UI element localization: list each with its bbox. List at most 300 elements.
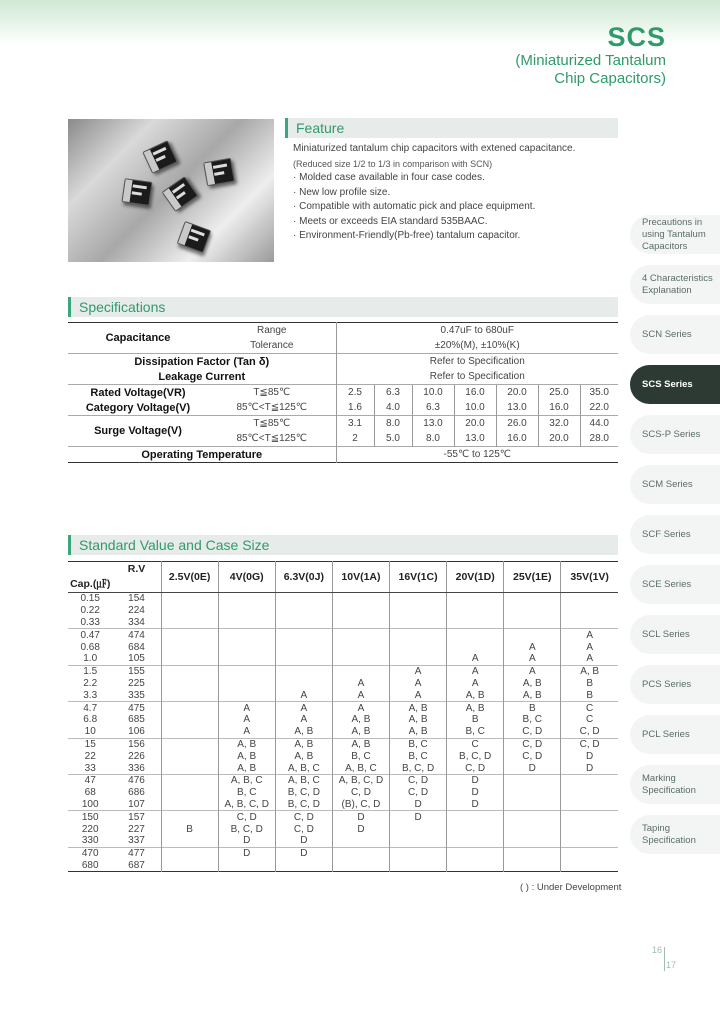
case-size-cell: C, D bbox=[275, 811, 332, 823]
case-size-cell: B bbox=[161, 823, 218, 835]
case-size-cell bbox=[332, 835, 389, 847]
case-size-cell bbox=[218, 665, 275, 677]
case-size-cell: B, C bbox=[390, 750, 447, 762]
case-size-cell bbox=[218, 860, 275, 872]
capacitance-cell: 220 bbox=[81, 823, 99, 835]
table-row bbox=[68, 617, 618, 629]
chip-image bbox=[203, 158, 235, 186]
capacitance-cell: 0.15 bbox=[80, 593, 100, 605]
case-size-cell: C, D bbox=[390, 774, 447, 786]
case-size-cell bbox=[504, 629, 561, 641]
case-size-cell bbox=[561, 593, 618, 605]
surge-value: 20.0 bbox=[538, 431, 580, 447]
operating-temperature-label: Operating Temperature bbox=[68, 447, 336, 463]
category-value: 16.0 bbox=[538, 400, 580, 416]
rv-code-cell: 337 bbox=[128, 835, 145, 847]
standard-value-rows bbox=[68, 593, 618, 872]
case-size-cell: A bbox=[390, 689, 447, 701]
rated-value: 20.0 bbox=[496, 385, 538, 401]
feature-intro: Miniaturized tantalum chip capacitors with extened capacitance. bbox=[293, 143, 576, 154]
case-size-cell bbox=[275, 641, 332, 653]
case-size-cell bbox=[504, 847, 561, 859]
capacitance-cell: 6.8 bbox=[83, 714, 98, 726]
feature-bullet: · Compatible with automatic pick and place equipment. bbox=[293, 201, 536, 212]
case-size-cell: A, B, C, D bbox=[218, 799, 275, 811]
series-sidebar bbox=[630, 215, 720, 865]
case-size-cell: D bbox=[447, 799, 504, 811]
standard-value-heading: Standard Value and Case Size bbox=[68, 535, 618, 555]
table-row bbox=[68, 678, 618, 690]
case-size-cell bbox=[332, 847, 389, 859]
case-size-cell: A bbox=[447, 678, 504, 690]
case-size-cell bbox=[161, 835, 218, 847]
voltage-header: 6.3V(0J) bbox=[275, 562, 332, 593]
case-size-cell bbox=[561, 774, 618, 786]
case-size-cell: B bbox=[447, 714, 504, 726]
leakage-value: Refer to Specification bbox=[336, 369, 618, 385]
case-size-cell bbox=[447, 811, 504, 823]
case-size-cell bbox=[161, 665, 218, 677]
table-row bbox=[68, 823, 618, 835]
rv-code-cell: 335 bbox=[128, 689, 145, 701]
rv-code-cell: 336 bbox=[128, 762, 145, 774]
case-size-cell: B, C bbox=[447, 726, 504, 738]
case-size-cell bbox=[218, 653, 275, 665]
case-size-cell: B, C bbox=[218, 787, 275, 799]
feature-bullet: · New low profile size. bbox=[293, 186, 391, 198]
sidebar-tab-pcs-series[interactable] bbox=[630, 665, 720, 704]
case-size-cell bbox=[218, 689, 275, 701]
case-size-cell: A, B, C bbox=[332, 762, 389, 774]
case-size-cell: A, B bbox=[275, 738, 332, 750]
case-size-cell bbox=[447, 860, 504, 872]
case-size-cell bbox=[275, 593, 332, 605]
case-size-cell bbox=[218, 678, 275, 690]
case-size-cell: A bbox=[447, 653, 504, 665]
case-size-cell: A, B bbox=[275, 726, 332, 738]
sidebar-tab-label: SCS-P Series bbox=[642, 428, 701, 440]
case-size-cell bbox=[504, 617, 561, 629]
case-size-cell: C bbox=[561, 714, 618, 726]
sidebar-tab-scl-series[interactable] bbox=[630, 615, 720, 654]
feature-heading: Feature bbox=[285, 118, 618, 138]
case-size-cell: B bbox=[561, 678, 618, 690]
surge-value: 44.0 bbox=[580, 416, 618, 432]
case-size-cell bbox=[332, 860, 389, 872]
case-size-cell bbox=[161, 750, 218, 762]
feature-bullet: · Molded case available in four case codes. bbox=[293, 172, 485, 183]
surge-value: 32.0 bbox=[538, 416, 580, 432]
case-size-cell bbox=[390, 593, 447, 605]
case-size-cell bbox=[561, 605, 618, 617]
case-size-cell bbox=[504, 823, 561, 835]
capacitance-cell: 680 bbox=[81, 859, 99, 871]
category-value: 4.0 bbox=[374, 400, 412, 416]
capacitance-cell: 150 bbox=[68, 811, 112, 823]
case-size-cell bbox=[218, 593, 275, 605]
category-value: 6.3 bbox=[412, 400, 454, 416]
case-size-cell: A, B bbox=[390, 726, 447, 738]
chip-image bbox=[162, 176, 199, 212]
rated-value: 6.3 bbox=[374, 385, 412, 401]
rv-code-cell: 684 bbox=[128, 641, 145, 653]
case-size-cell bbox=[504, 774, 561, 786]
case-size-cell: C, D bbox=[447, 762, 504, 774]
case-size-cell bbox=[161, 811, 218, 823]
voltage-header: 16V(1C) bbox=[390, 562, 447, 593]
case-size-cell bbox=[218, 641, 275, 653]
dissipation-value: Refer to Specification bbox=[336, 354, 618, 370]
table-row bbox=[68, 835, 618, 847]
capacitance-cell: 1.5 bbox=[68, 665, 112, 677]
rv-code-cell: 685 bbox=[128, 714, 145, 726]
capacitance-cell: 33 bbox=[84, 762, 96, 774]
case-size-cell bbox=[161, 641, 218, 653]
case-size-cell: C, D bbox=[504, 750, 561, 762]
series-subtitle-line2: Chip Capacitors) bbox=[554, 70, 666, 87]
case-size-cell: A bbox=[332, 678, 389, 690]
table-row bbox=[68, 629, 618, 641]
case-size-cell: C, D bbox=[390, 787, 447, 799]
capacitance-cell: 1.0 bbox=[83, 653, 98, 665]
case-size-cell: D bbox=[504, 762, 561, 774]
case-size-cell: B, C, D bbox=[390, 762, 447, 774]
case-size-cell: A bbox=[561, 653, 618, 665]
case-size-cell bbox=[561, 823, 618, 835]
case-size-cell: C, D bbox=[504, 738, 561, 750]
surge-voltage-label: Surge Voltage(V) bbox=[68, 416, 208, 447]
case-size-cell: D bbox=[275, 847, 332, 859]
sidebar-tab-label: 4 Characteristics Explanation bbox=[642, 272, 713, 296]
case-size-cell bbox=[332, 653, 389, 665]
case-size-cell bbox=[447, 605, 504, 617]
case-size-cell bbox=[161, 605, 218, 617]
case-size-cell bbox=[161, 787, 218, 799]
case-size-cell bbox=[161, 678, 218, 690]
case-size-cell bbox=[275, 665, 332, 677]
feature-bullet: · Meets or exceeds EIA standard 535BAAC. bbox=[293, 215, 488, 227]
case-size-cell bbox=[218, 605, 275, 617]
case-size-cell: A bbox=[218, 702, 275, 714]
category-condition: 85℃<T≦125℃ bbox=[236, 402, 308, 413]
capacitance-cell: 470 bbox=[68, 847, 112, 859]
case-size-cell: C, D bbox=[218, 811, 275, 823]
case-size-cell: A, B, C, D bbox=[332, 774, 389, 786]
case-size-cell: D bbox=[447, 774, 504, 786]
case-size-cell bbox=[504, 605, 561, 617]
chip-image bbox=[177, 221, 212, 253]
surge-value: 13.0 bbox=[454, 431, 496, 447]
sidebar-tab-marking-specification[interactable] bbox=[630, 765, 720, 804]
feature-body bbox=[293, 142, 575, 244]
case-size-cell bbox=[161, 702, 218, 714]
rv-code-cell: 157 bbox=[112, 811, 161, 823]
rated-value: 16.0 bbox=[454, 385, 496, 401]
table-row bbox=[68, 811, 618, 823]
case-size-cell bbox=[332, 629, 389, 641]
brand-title bbox=[515, 24, 666, 87]
case-size-cell bbox=[275, 629, 332, 641]
case-size-cell: D bbox=[332, 823, 389, 835]
case-size-cell: C, D bbox=[504, 726, 561, 738]
case-size-cell: A, B, C bbox=[275, 762, 332, 774]
case-size-cell bbox=[447, 823, 504, 835]
table-row bbox=[68, 593, 618, 605]
rated-value: 25.0 bbox=[538, 385, 580, 401]
surge-value: 26.0 bbox=[496, 416, 538, 432]
case-size-cell bbox=[161, 653, 218, 665]
operating-temperature-value: -55℃ to 125℃ bbox=[336, 447, 618, 463]
sidebar-tab-label: SCE Series bbox=[642, 578, 692, 590]
case-size-cell bbox=[275, 653, 332, 665]
case-size-cell: A, B bbox=[390, 714, 447, 726]
sidebar-tab-scn-series[interactable] bbox=[630, 315, 720, 354]
rated-value: 35.0 bbox=[580, 385, 618, 401]
tolerance-value: ±20%(M), ±10%(K) bbox=[336, 338, 618, 354]
case-size-cell: D bbox=[332, 811, 389, 823]
case-size-cell bbox=[447, 617, 504, 629]
case-size-cell bbox=[390, 605, 447, 617]
rv-code-cell: 474 bbox=[112, 629, 161, 641]
case-size-cell: A bbox=[390, 665, 447, 677]
surge-condition: T≦85℃ bbox=[208, 416, 336, 432]
sidebar-tab-label: PCL Series bbox=[642, 728, 690, 740]
case-size-cell bbox=[561, 617, 618, 629]
surge-value: 3.1 bbox=[336, 416, 374, 432]
case-size-cell: C, D bbox=[561, 738, 618, 750]
capacitance-cell: 47 bbox=[68, 774, 112, 786]
surge-value: 16.0 bbox=[496, 431, 538, 447]
case-size-cell: B, C, D bbox=[447, 750, 504, 762]
table-row bbox=[68, 726, 618, 738]
table-row bbox=[68, 738, 618, 750]
case-size-cell: A bbox=[504, 653, 561, 665]
dissipation-label: Dissipation Factor (Tan δ) bbox=[68, 354, 336, 370]
case-size-cell bbox=[561, 847, 618, 859]
rv-code-cell: 226 bbox=[128, 750, 145, 762]
sidebar-tab-label: Precautions in using Tantalum Capacitors bbox=[642, 216, 706, 252]
surge-value: 5.0 bbox=[374, 431, 412, 447]
case-size-cell bbox=[561, 787, 618, 799]
sidebar-tab-scf-series[interactable] bbox=[630, 515, 720, 554]
case-size-cell: D bbox=[390, 811, 447, 823]
surge-value: 8.0 bbox=[412, 431, 454, 447]
series-code: SCS bbox=[607, 22, 666, 52]
case-size-cell bbox=[390, 629, 447, 641]
case-size-cell: B, C bbox=[390, 738, 447, 750]
sidebar-tab-scm-series[interactable] bbox=[630, 465, 720, 504]
range-label: Range bbox=[257, 325, 287, 336]
page-number-left: 16 bbox=[652, 945, 663, 955]
case-size-cell bbox=[390, 823, 447, 835]
rv-code-cell: 334 bbox=[128, 616, 145, 628]
series-subtitle-line1: (Miniaturized Tantalum bbox=[515, 52, 666, 69]
table-row bbox=[68, 665, 618, 677]
category-value: 22.0 bbox=[580, 400, 618, 416]
case-size-cell bbox=[390, 641, 447, 653]
case-size-cell: D bbox=[447, 787, 504, 799]
case-size-cell: D bbox=[218, 835, 275, 847]
sidebar-tab-pcl-series[interactable] bbox=[630, 715, 720, 754]
capacitance-cell: 0.33 bbox=[80, 616, 100, 628]
case-size-cell: D bbox=[390, 799, 447, 811]
case-size-cell: B bbox=[504, 702, 561, 714]
capacitance-cell: 10 bbox=[84, 726, 96, 738]
case-size-cell bbox=[161, 738, 218, 750]
sidebar-tab-scs-p-series[interactable] bbox=[630, 415, 720, 454]
case-size-cell: A, B bbox=[504, 678, 561, 690]
case-size-cell: A bbox=[561, 641, 618, 653]
capacitance-cell: 0.68 bbox=[80, 641, 100, 653]
capacitance-cell: 0.22 bbox=[80, 605, 100, 617]
case-size-cell bbox=[390, 847, 447, 859]
standard-value-table bbox=[68, 561, 618, 872]
case-size-cell bbox=[504, 835, 561, 847]
voltage-header: 35V(1V) bbox=[561, 562, 618, 593]
rv-code-cell: 225 bbox=[128, 677, 145, 689]
case-size-cell: B, C, D bbox=[275, 787, 332, 799]
capacitance-cell: 68 bbox=[84, 787, 96, 799]
case-size-cell bbox=[161, 762, 218, 774]
page-divider bbox=[664, 947, 665, 971]
case-size-cell bbox=[447, 629, 504, 641]
case-size-cell: A, B bbox=[561, 665, 618, 677]
case-size-cell: D bbox=[561, 750, 618, 762]
case-size-cell: A, B bbox=[218, 762, 275, 774]
capacitance-cell: 0.47 bbox=[68, 629, 112, 641]
capacitance-cell: 15 bbox=[68, 738, 112, 750]
case-size-cell: A bbox=[332, 689, 389, 701]
case-size-cell bbox=[161, 593, 218, 605]
voltage-header: 20V(1D) bbox=[447, 562, 504, 593]
table-row bbox=[68, 653, 618, 665]
specifications-table bbox=[68, 322, 618, 463]
case-size-cell bbox=[161, 726, 218, 738]
rv-code-cell: 155 bbox=[112, 665, 161, 677]
sidebar-tab-taping-specification[interactable] bbox=[630, 815, 720, 854]
case-size-cell: A, B bbox=[275, 750, 332, 762]
case-size-cell: C, D bbox=[332, 787, 389, 799]
case-size-cell: D bbox=[561, 762, 618, 774]
case-size-cell bbox=[161, 629, 218, 641]
rv-code-cell: 224 bbox=[128, 605, 145, 617]
case-size-cell bbox=[504, 799, 561, 811]
sidebar-tab-4-characteristics-explanation[interactable] bbox=[630, 265, 720, 304]
rv-code-cell: 477 bbox=[112, 847, 161, 859]
case-size-cell: (B), C, D bbox=[332, 799, 389, 811]
case-size-cell: A bbox=[275, 702, 332, 714]
case-size-cell: D bbox=[275, 835, 332, 847]
case-size-cell bbox=[161, 847, 218, 859]
case-size-cell bbox=[561, 811, 618, 823]
rated-voltage-label: Rated Voltage(VR) bbox=[68, 385, 208, 401]
case-size-cell: B bbox=[561, 689, 618, 701]
case-size-cell: A bbox=[332, 702, 389, 714]
case-size-cell: A, B bbox=[332, 714, 389, 726]
case-size-cell: A, B bbox=[218, 750, 275, 762]
sidebar-tab-precautions-in-using-tantalum-capacitors[interactable] bbox=[630, 215, 720, 254]
case-size-cell: A bbox=[504, 665, 561, 677]
case-size-cell bbox=[332, 593, 389, 605]
surge-condition: 85℃<T≦125℃ bbox=[236, 433, 308, 444]
case-size-cell bbox=[447, 593, 504, 605]
rated-value: 10.0 bbox=[412, 385, 454, 401]
sidebar-tab-label: Marking Specification bbox=[642, 772, 696, 796]
rated-condition: T≦85℃ bbox=[208, 385, 336, 401]
category-value: 13.0 bbox=[496, 400, 538, 416]
table-row bbox=[68, 702, 618, 714]
feature-bullet: · Environment-Friendly(Pb-free) tantalum capacitor. bbox=[293, 230, 521, 241]
table-row bbox=[68, 847, 618, 859]
case-size-cell bbox=[561, 799, 618, 811]
capacitance-cell: 100 bbox=[81, 798, 99, 810]
case-size-cell: A, B, C bbox=[275, 774, 332, 786]
voltage-header: 4V(0G) bbox=[218, 562, 275, 593]
case-size-cell: A bbox=[275, 689, 332, 701]
leakage-label: Leakage Current bbox=[158, 370, 246, 383]
table-row bbox=[68, 860, 618, 872]
rv-code-cell: 686 bbox=[128, 787, 145, 799]
case-size-cell: A, B, C bbox=[218, 774, 275, 786]
surge-value: 20.0 bbox=[454, 416, 496, 432]
case-size-cell bbox=[161, 860, 218, 872]
sidebar-tab-label: PCS Series bbox=[642, 678, 692, 690]
case-size-cell: A, B bbox=[447, 689, 504, 701]
table-row bbox=[68, 689, 618, 701]
cap-header: Cap.(㎌) bbox=[68, 562, 112, 593]
feature-intro-note: (Reduced size 1/2 to 1/3 in comparison with SCN) bbox=[293, 158, 493, 169]
category-value: 1.6 bbox=[336, 400, 374, 416]
table-row bbox=[68, 762, 618, 774]
sidebar-tab-label: SCS Series bbox=[642, 378, 693, 390]
case-size-cell: A, B bbox=[332, 726, 389, 738]
specifications-heading: Specifications bbox=[68, 297, 618, 317]
sidebar-tab-label: Taping Specification bbox=[642, 822, 696, 846]
case-size-cell: B, C bbox=[332, 750, 389, 762]
case-size-cell bbox=[447, 835, 504, 847]
surge-value: 13.0 bbox=[412, 416, 454, 432]
case-size-cell bbox=[561, 835, 618, 847]
case-size-cell bbox=[218, 629, 275, 641]
case-size-cell bbox=[161, 714, 218, 726]
sidebar-tab-sce-series[interactable] bbox=[630, 565, 720, 604]
product-photo bbox=[68, 119, 274, 262]
case-size-cell: D bbox=[218, 847, 275, 859]
table-row bbox=[68, 605, 618, 617]
voltage-header: 10V(1A) bbox=[332, 562, 389, 593]
voltage-header: 25V(1E) bbox=[504, 562, 561, 593]
capacitance-cell: 22 bbox=[84, 750, 96, 762]
rv-code-cell: 107 bbox=[128, 798, 145, 810]
case-size-cell bbox=[390, 835, 447, 847]
case-size-cell bbox=[275, 860, 332, 872]
tolerance-label: Tolerance bbox=[250, 340, 294, 351]
case-size-cell: A bbox=[218, 714, 275, 726]
rv-code-cell: 156 bbox=[112, 738, 161, 750]
case-size-cell: A, B bbox=[218, 738, 275, 750]
case-size-cell: B, C, D bbox=[218, 823, 275, 835]
case-size-cell: C bbox=[447, 738, 504, 750]
table-row bbox=[68, 750, 618, 762]
sidebar-tab-scs-series[interactable] bbox=[630, 365, 720, 404]
rv-code-cell: 475 bbox=[112, 702, 161, 714]
range-value: 0.47uF to 680uF bbox=[336, 323, 618, 339]
case-size-cell bbox=[161, 689, 218, 701]
sidebar-tab-label: SCF Series bbox=[642, 528, 691, 540]
case-size-cell bbox=[447, 641, 504, 653]
case-size-cell bbox=[275, 605, 332, 617]
case-size-cell bbox=[504, 811, 561, 823]
